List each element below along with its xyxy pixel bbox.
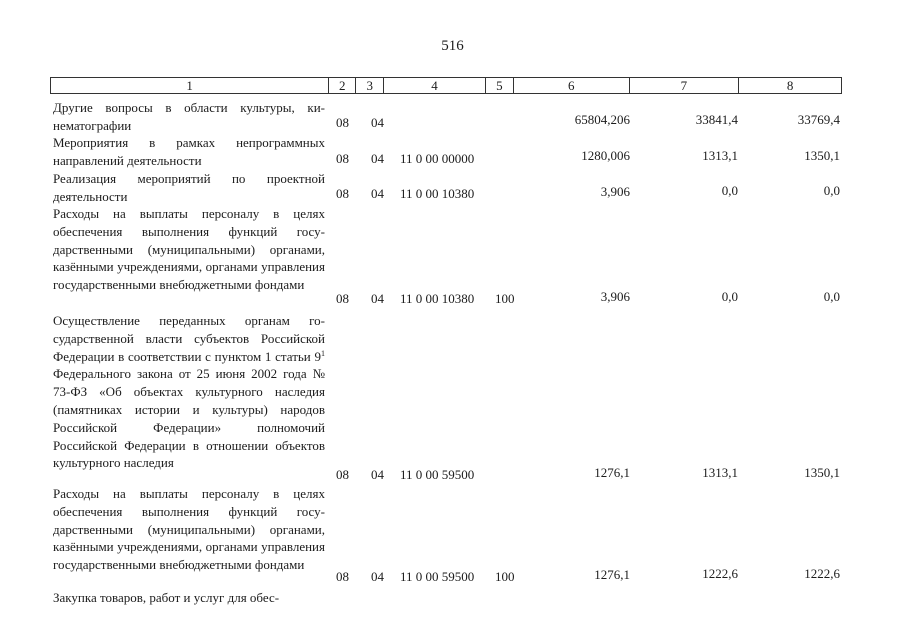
row-amount-col8: 1222,6 — [804, 566, 840, 581]
header-col-2: 2 — [329, 78, 356, 93]
row-amount-col7: 33841,4 — [695, 112, 738, 127]
row-amount-col8: 0,0 — [823, 183, 840, 198]
header-col-4: 4 — [384, 78, 486, 93]
row-description: Мероприятия в рамках непрограммных направлений деятельности — [53, 135, 325, 168]
row-section: 08 — [336, 186, 349, 201]
row-subsection: 04 — [371, 115, 384, 130]
header-col-6: 6 — [514, 78, 630, 93]
row-description: Расходы на выплаты персоналу в целях обеспечения выполнения функций государственными (муниципальными) органами, казёнными учреждениями, органами управления государственными внебюджетными фондами — [53, 206, 325, 293]
row-section: 08 — [336, 115, 349, 130]
row-section: 08 — [336, 291, 349, 306]
row-target-article: 11 0 00 10380 — [400, 291, 475, 306]
row-amount-col7: 1313,1 — [702, 148, 738, 163]
header-col-5: 5 — [486, 78, 514, 93]
row-amount-col6: 65804,206 — [574, 112, 630, 127]
row-description: Закупка товаров, работ и услуг для обес- — [53, 590, 280, 605]
footnote-superscript: 1 — [321, 348, 325, 358]
row-amount-col6: 1280,006 — [581, 148, 630, 163]
header-col-1: 1 — [51, 78, 329, 93]
row-amount-col6: 3,906 — [600, 289, 630, 304]
row-description-text: Осуществление переданных органам государственной власти субъектов Российской Федерации в соответствии с пунктом 1 статьи 9 — [53, 313, 325, 364]
table-header — [50, 77, 842, 94]
row-amount-col8: 1350,1 — [804, 148, 840, 163]
row-amount-col6: 1276,1 — [594, 465, 630, 480]
row-amount-col7: 1313,1 — [702, 465, 738, 480]
row-section: 08 — [336, 151, 349, 166]
row-expense-type: 100 — [495, 291, 515, 306]
page-number: 516 — [441, 38, 464, 54]
row-section: 08 — [336, 467, 349, 482]
row-description: Другие вопросы в области культуры, кинематографии — [53, 100, 325, 133]
row-subsection: 04 — [371, 186, 384, 201]
row-subsection: 04 — [371, 467, 384, 482]
row-amount-col7: 0,0 — [721, 183, 738, 198]
row-amount-col7: 1222,6 — [702, 566, 738, 581]
row-target-article: 11 0 00 59500 — [400, 569, 475, 584]
row-target-article: 11 0 00 59500 — [400, 467, 475, 482]
header-col-3: 3 — [356, 78, 384, 93]
row-subsection: 04 — [371, 151, 384, 166]
row-expense-type: 100 — [495, 569, 515, 584]
row-target-article: 11 0 00 10380 — [400, 186, 475, 201]
row-amount-col8: 0,0 — [823, 289, 840, 304]
row-subsection: 04 — [371, 569, 384, 584]
row-amount-col6: 1276,1 — [594, 567, 630, 582]
row-amount-col8: 33769,4 — [797, 112, 840, 127]
header-col-7: 7 — [630, 78, 740, 93]
header-col-8: 8 — [786, 78, 794, 93]
row-amount-col6: 3,906 — [600, 184, 630, 199]
row-amount-col7: 0,0 — [721, 289, 738, 304]
row-description: Расходы на выплаты персоналу в целях обеспечения выполнения функций государственными (муниципальными) органами, казёнными учреждениями, органами управления государственными внебюджетными фондами — [53, 486, 325, 573]
row-target-article: 11 0 00 00000 — [400, 151, 475, 166]
row-subsection: 04 — [371, 291, 384, 306]
row-section: 08 — [336, 569, 349, 584]
row-description — [53, 312, 325, 472]
row-description: Реализация мероприятий по проектной деятельности — [53, 171, 325, 204]
row-amount-col8: 1350,1 — [804, 465, 840, 480]
row-description-text: Федерального закона от 25 июня 2002 года № 73-ФЗ «Об объектах культурного наследия (памятниках истории и культуры) народов Российской Федерации» полномочий Российской Федерации в отношении объектов культурного наследия — [53, 366, 325, 471]
